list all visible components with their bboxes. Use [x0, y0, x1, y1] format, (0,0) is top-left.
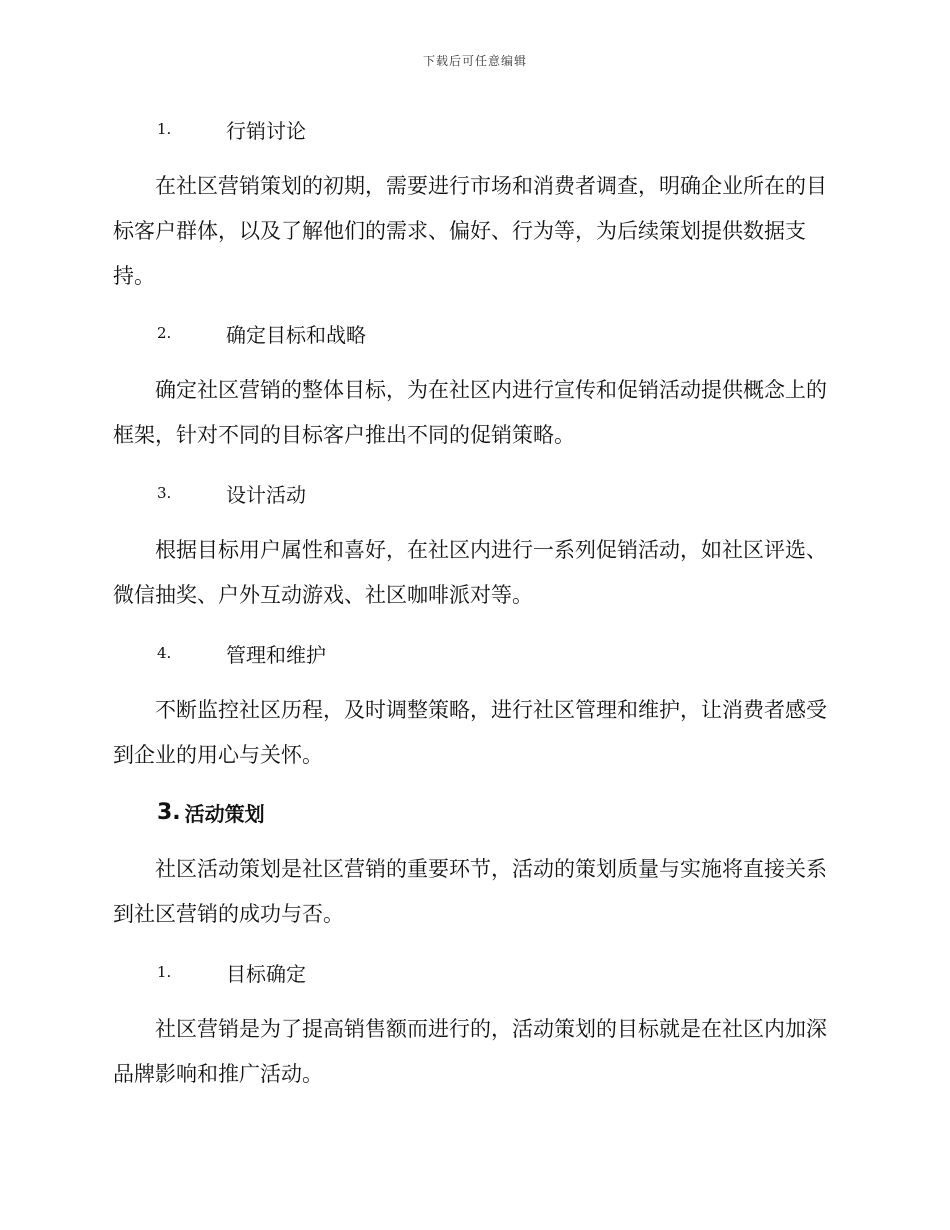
section-number: 3.	[157, 799, 181, 825]
item-number: 1.	[157, 120, 172, 138]
item-title: 确定目标和战略	[226, 322, 366, 347]
item-paragraph-2: 确定社区营销的整体目标，为在社区内进行宣传和促销活动提供概念上的框架，针对不同的目标客户推出不同的促销策略。	[113, 378, 827, 447]
item-title: 行销讨论	[226, 118, 306, 143]
item-number: 3.	[157, 484, 172, 502]
item-title: 目标确定	[226, 961, 306, 986]
item-paragraph-4: 不断监控社区历程，及时调整策略，进行社区管理和维护，让消费者感受到企业的用心与关怀。	[113, 698, 827, 767]
item-number: 4.	[157, 644, 172, 662]
item-heading-3	[157, 478, 306, 508]
item-title: 管理和维护	[226, 642, 326, 667]
item-heading-2	[157, 318, 366, 348]
item-number: 1.	[157, 963, 172, 981]
subitem-paragraph-1: 社区营销是为了提高销售额而进行的，活动策划的目标就是在社区内加深品牌影响和推广活动。	[113, 1017, 827, 1086]
page-header-note: 下载后可任意编辑	[422, 54, 527, 68]
subitem-heading-1	[157, 957, 306, 987]
item-number: 2.	[157, 324, 172, 342]
section-heading	[157, 797, 265, 827]
item-heading-1	[157, 114, 306, 144]
item-paragraph-1: 在社区营销策划的初期，需要进行市场和消费者调查，明确企业所在的目标客户群体，以及了解他们的需求、偏好、行为等，为后续策划提供数据支持。	[113, 174, 827, 288]
item-heading-4	[157, 638, 326, 668]
item-paragraph-3: 根据目标用户属性和喜好，在社区内进行一系列促销活动，如社区评选、微信抽奖、户外互动游戏、社区咖啡派对等。	[113, 538, 827, 607]
section-paragraph: 社区活动策划是社区营销的重要环节，活动的策划质量与实施将直接关系到社区营销的成功与否。	[113, 857, 827, 926]
item-title: 设计活动	[226, 482, 306, 507]
section-title: 活动策划	[184, 801, 265, 826]
